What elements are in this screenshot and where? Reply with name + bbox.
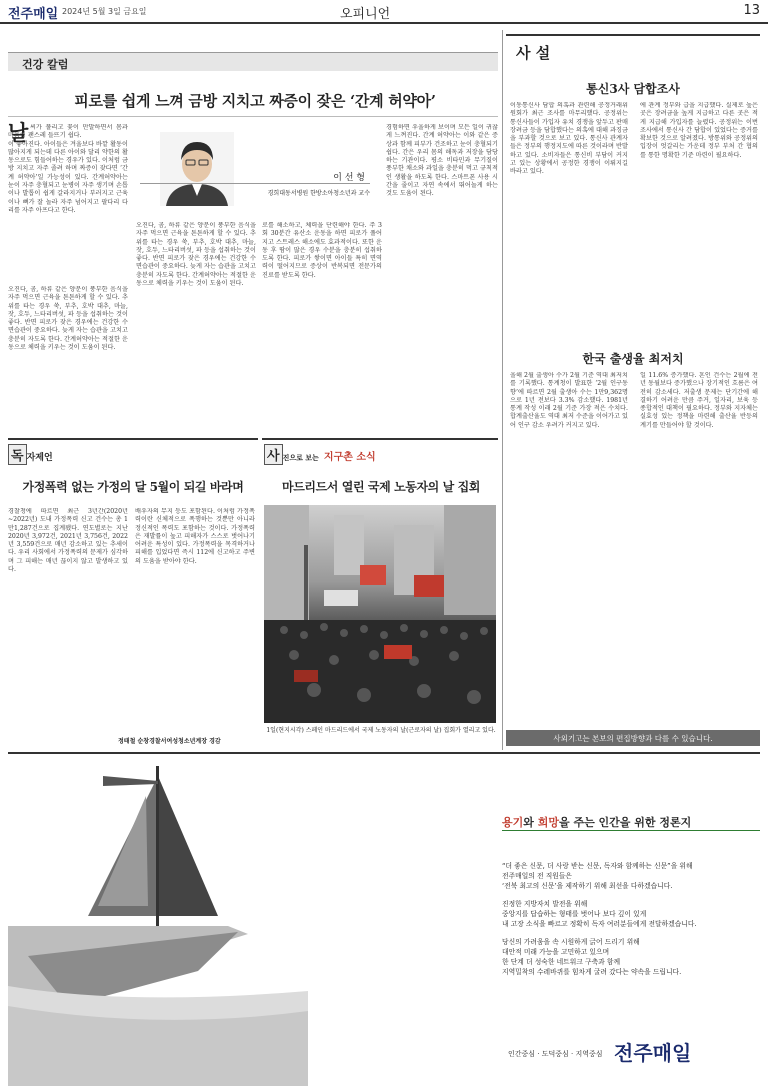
health-column-tag: [8, 52, 498, 71]
ad-body: [502, 861, 760, 977]
health-column-col1: [8, 120, 128, 282]
reader-col1: [8, 508, 128, 748]
editorial-title-2: 한국 출생율 최저치: [582, 352, 684, 366]
page-number: 13: [743, 3, 760, 18]
reader-headline: 가정폭력 없는 가정의 달 5월이 되길 바라며: [22, 480, 244, 494]
ad-para3-line4: 지역밀착의 수레바퀴를 힘차게 굴려 갔다는 약속을 드립니다.: [502, 968, 682, 976]
health-col1-cont-text: 오진다, 곰, 하류 같은 양분이 풍부한 음식을 자주 먹으면 근육을 튼튼하게 할 수 있다. 추위를 타는 경우 쑥, 부추, 호박 대추, 마늘, 잣, 호두, 느타리버섯, 파 등을 섭취하는 것이 좋다. 반면 피로가 잦은 경우에는 건강한 수면습관이 중요하다. 늦게 자는 습관을 고치고 충분히 자도록 한다. 간계허약아는 적절한 운동으로 체력을 키우는 것이 도움이 된다.: [8, 286, 128, 352]
contribution-notice: [506, 730, 760, 746]
photo-headline: 마드리드서 열린 국제 노동자의 날 집회: [282, 480, 480, 494]
ad-logo: 전주매일: [614, 1041, 692, 1065]
photo-tag-main: 사: [264, 444, 283, 465]
ad-para2-line3: 내 고장 소식을 빠르고 정확히 독자 여러분들에게 전달하겠습니다.: [502, 920, 697, 928]
health-column-headline: 피로를 쉽게 느껴 금방 지치고 짜증이 잦은 ‘간계 허약아’: [74, 92, 436, 110]
author-name: 이 선 형: [333, 173, 365, 183]
reader-col2-text: 배우자의 무지 등도 포함된다. 이처럼 가정폭력이란 신체적으로 폭행하는 것뿐만 아니라 정신적인 폭력도 포함하는 것이다. 가정폭력은 재발률이 높고 피해자가 스스로 벗어나기 어려운 특성이 있다. 가정폭력을 목격하거나 피해를 입었다면 즉시 112에 신고하고 주변의 도움을 받아야 한다.: [135, 508, 255, 565]
author-box: [136, 126, 254, 216]
headline-rule: [8, 116, 498, 117]
ad-para1-line1: “더 좋은 신문, 더 사랑 받는 신문, 독자와 함께하는 신문”을 위해: [502, 862, 693, 870]
ad-top-rule: [8, 752, 760, 754]
editorial-col1-text: 이동통신사 담합 의혹과 관련해 공정거래위원회가 최근 조사를 마무리했다. 공정위는 통신사들이 가입자 유치 경쟁을 앞두고 판매장려금 등을 담합했다는 의혹에 대해 과징금을 부과할 것으로 보고 있다. 통신사 관계자들은 정부의 행정지도에 따른 것이라며 반발하고 있다. 소비자들은 통신비 부담이 커지고 있는 상황에서 공정한 경쟁이 이뤄지길 바라고 있다.: [510, 102, 628, 176]
ad-para3-line3: 한 단계 더 성숙한 네트워크 구축과 함께: [502, 958, 621, 966]
drop-cap: 날: [8, 120, 29, 145]
photo-tag-accent: 지구촌 소식: [323, 452, 376, 463]
ad-para2-line1: 진정한 지방자치 발전을 위해: [502, 900, 588, 908]
editorial-header-rule: [506, 34, 760, 36]
masthead-logo: 전주매일: [8, 7, 59, 22]
vertical-rule: [502, 30, 503, 750]
ad-title-rest: 을 주는 인간을 위한 정론지: [559, 816, 692, 829]
health-col3-text: 로를 해소하고, 체력을 단련해야 한다. 주 3회 30분간 유산소 운동을 하면 피로가 풀어지고 스트레스 해소에도 효과적이다. 또한 운동 후 땀이 많은 경우 수분을 충분히 섭취하도록 한다. 피로가 쌓이면 아이들 특히 면역력이 떨어지므로 증상이 반복되면 전문가의 진료를 받도록 한다.: [262, 222, 382, 279]
section-title: 오피니언: [340, 7, 391, 22]
ad-title: [502, 814, 760, 830]
health-col2-text: 오진다, 곰, 하류 같은 양분이 풍부한 음식을 자주 먹으면 근육을 튼튼하게 할 수 있다. 추위를 타는 경우 쑥, 부추, 호박 대추, 마늘, 잣, 호두, 느타리버섯, 파 등을 섭취하는 것이 좋다. 반면 피로가 잦은 경우에는 건강한 수면습관이 중요하다. 늦게 자는 습관을 고치고 충분히 자도록 한다. 간계허약아는 적절한 운동으로 체력을 키우는 것이 도움이 된다.: [136, 222, 256, 288]
editorial-col1: [510, 102, 628, 338]
editorial-col4-text: 일 11.6% 증가했다. 혼인 건수는 2월에 전년 동월보다 증가했으나 장기적인 흐름은 여전히 감소세다. 저출생 문제는 단기간에 해결하기 어려운 만큼 주거, 일자리, 보육 등 종합적인 대책이 필요하다. 정부와 지자체는 실효성 있는 정책을 마련해 출산율 반등의 계기를 만들어야 할 것이다.: [640, 372, 758, 429]
reader-column-tag: [8, 444, 53, 465]
editorial-col3-text: 올해 2월 출생아 수가 2월 기준 역대 최저치를 기록했다. 통계청이 발표한 ‘2월 인구동향’에 따르면 2월 출생아 수는 1만9,362명으로 1년 전보다 3.3% 감소했다. 1981년 통계 작성 이래 2월 기준 가장 적은 수치다. 합계출산율도 역대 최저 수준을 이어가고 있어 인구 감소 우려가 커지고 있다.: [510, 372, 628, 429]
protest-photo: [264, 505, 496, 723]
editorial-col2: [640, 102, 758, 338]
ad-para1-line2: 전주매일의 전 직원들은: [502, 872, 572, 880]
masthead: [0, 0, 768, 24]
editorial-section: 사 설: [516, 44, 551, 62]
reader-tag-rest: 자제언: [26, 453, 53, 463]
ad-slogan: 인간중심 · 도덕중심 · 지역중심: [508, 1050, 603, 1058]
author-affiliation: 경희대동서병원 한방소아청소년과 교수: [267, 190, 370, 197]
editorial-col2-text: 에 관계 정부와 급을 지급했다. 실제로 높은 곳은 장려금을 높게 지급하고 다른 곳은 적게 지급해 가입자를 늘렸다. 공정위는 이번 조사에서 통신사 간 담합이 있었다는 증거를 확보한 것으로 알려졌다. 방통위와 공정위의 입장이 엇갈리는 가운데 정부 부처 간 협의를 통한 명확한 기준 마련이 필요하다.: [640, 102, 758, 159]
health-col4-text: 경험하면 우울하게 보이며 모든 일이 귀찮게 느껴진다. 간계 허약아는 이와 같은 증상과 함께 피부가 건조하고 눈이 충혈되기 쉽다. 간은 우리 몸의 해독과 저장을 담당하는 기관이다. 평소 비타민과 무기질이 풍부한 채소와 과일을 충분히 먹고 규칙적인 생활을 하도록 한다. 스마트폰 사용 시간을 줄이고 자연 속에서 뛰어놀게 하는 것도 도움이 된다.: [386, 124, 498, 198]
health-column-col1-cont: [8, 286, 128, 418]
health-column-col2: [136, 222, 256, 418]
ad-banner: [8, 756, 760, 1086]
editorial-header: [506, 34, 760, 62]
ad-title-hope: 용기: [502, 816, 524, 829]
health-column-tag-label: 건강 칼럼: [22, 58, 69, 71]
health-column-col4: [386, 124, 498, 418]
section-rule-left: [8, 438, 258, 440]
ad-para3-line2: 대안적 미래 가능을 고민하고 있으며: [502, 948, 610, 956]
contribution-notice-text: 사외기고는 본보의 편집방향과 다를 수 있습니다.: [553, 734, 713, 743]
ad-para2-line2: 중앙지를 답습하는 형태를 벗어나 보다 깊이 있게: [502, 910, 647, 918]
ad-title-underline: [502, 830, 760, 831]
reader-col2: [135, 508, 255, 734]
protest-photo-image: [264, 505, 496, 723]
reader-author: 정태철 순창경찰서여성청소년계장 경감: [118, 738, 221, 745]
health-col1-lead: 씨가 풀리고 꽃이 만발하면서 몸과 마음이 괜스레 들뜨기 쉽다.: [8, 124, 128, 140]
sailboat-illustration: [8, 756, 308, 1086]
reader-tag-main: 독: [8, 444, 27, 465]
health-col1-text: 이 좋아진다. 아이들은 겨울보다 바깥 활동이 많아지게 되는데 다른 아이와 달리 약한의 활동으로도 힘들어하는 경우가 있다. 이처럼 금방 지치고 자주 졸려 하며 짜증이 잦다면 ‘간계 허약아’일 가능성이 있다. 간계허약아는 눈이 자주 충혈되고 눈병이 자주 생기며 손톱이나 발톱이 쉽게 갈라지거나 부러지고 근육이나 뼈가 잘 놀라 자주 넘어지고 팔다리 다리를 자주 아프다고 한다.: [8, 140, 128, 214]
photo-tag-rest: 진으로 보는: [282, 454, 319, 462]
editorial-title-1: 통신3사 담합조사: [586, 82, 680, 96]
editorial-col4: [640, 372, 758, 706]
photo-news-tag: [264, 444, 376, 465]
ad-para1-line3: ‘전북 최고의 신문’을 제작하기 위해 최선을 다하겠습니다.: [502, 882, 673, 890]
section-rule-mid: [262, 438, 498, 440]
masthead-date: 2024년 5월 3일 금요일: [62, 7, 147, 16]
photo-caption: 1일(현지시각) 스페인 마드리드에서 국제 노동자의 날(근로자의 날) 집회가 열리고 있다.: [266, 727, 496, 734]
ad-title-courage: 희망: [537, 816, 559, 829]
health-column-col3: [262, 222, 382, 418]
author-rule: [140, 183, 370, 184]
ad-para3-line1: 당신의 가려움을 속 시원하게 긁어 드리기 위해: [502, 938, 640, 946]
editorial-col3: [510, 372, 628, 706]
ad-title-and: 와: [523, 816, 538, 829]
reader-col1-text: 경찰청에 따르면 최근 3년간(2020년~2022년) 도내 가정폭력 신고 건수는 총 1만1,287건으로 집계됐다. 연도별로는 지난 2020년 3,972건, 2021년 3,756건, 2022년 3,559건으로 매년 감소하고 있는 추세이다. 우리 사회에서 가정폭력의 문제가 심각하며 그 피해는 매년 끊이지 않고 발생하고 있다.: [8, 508, 128, 574]
